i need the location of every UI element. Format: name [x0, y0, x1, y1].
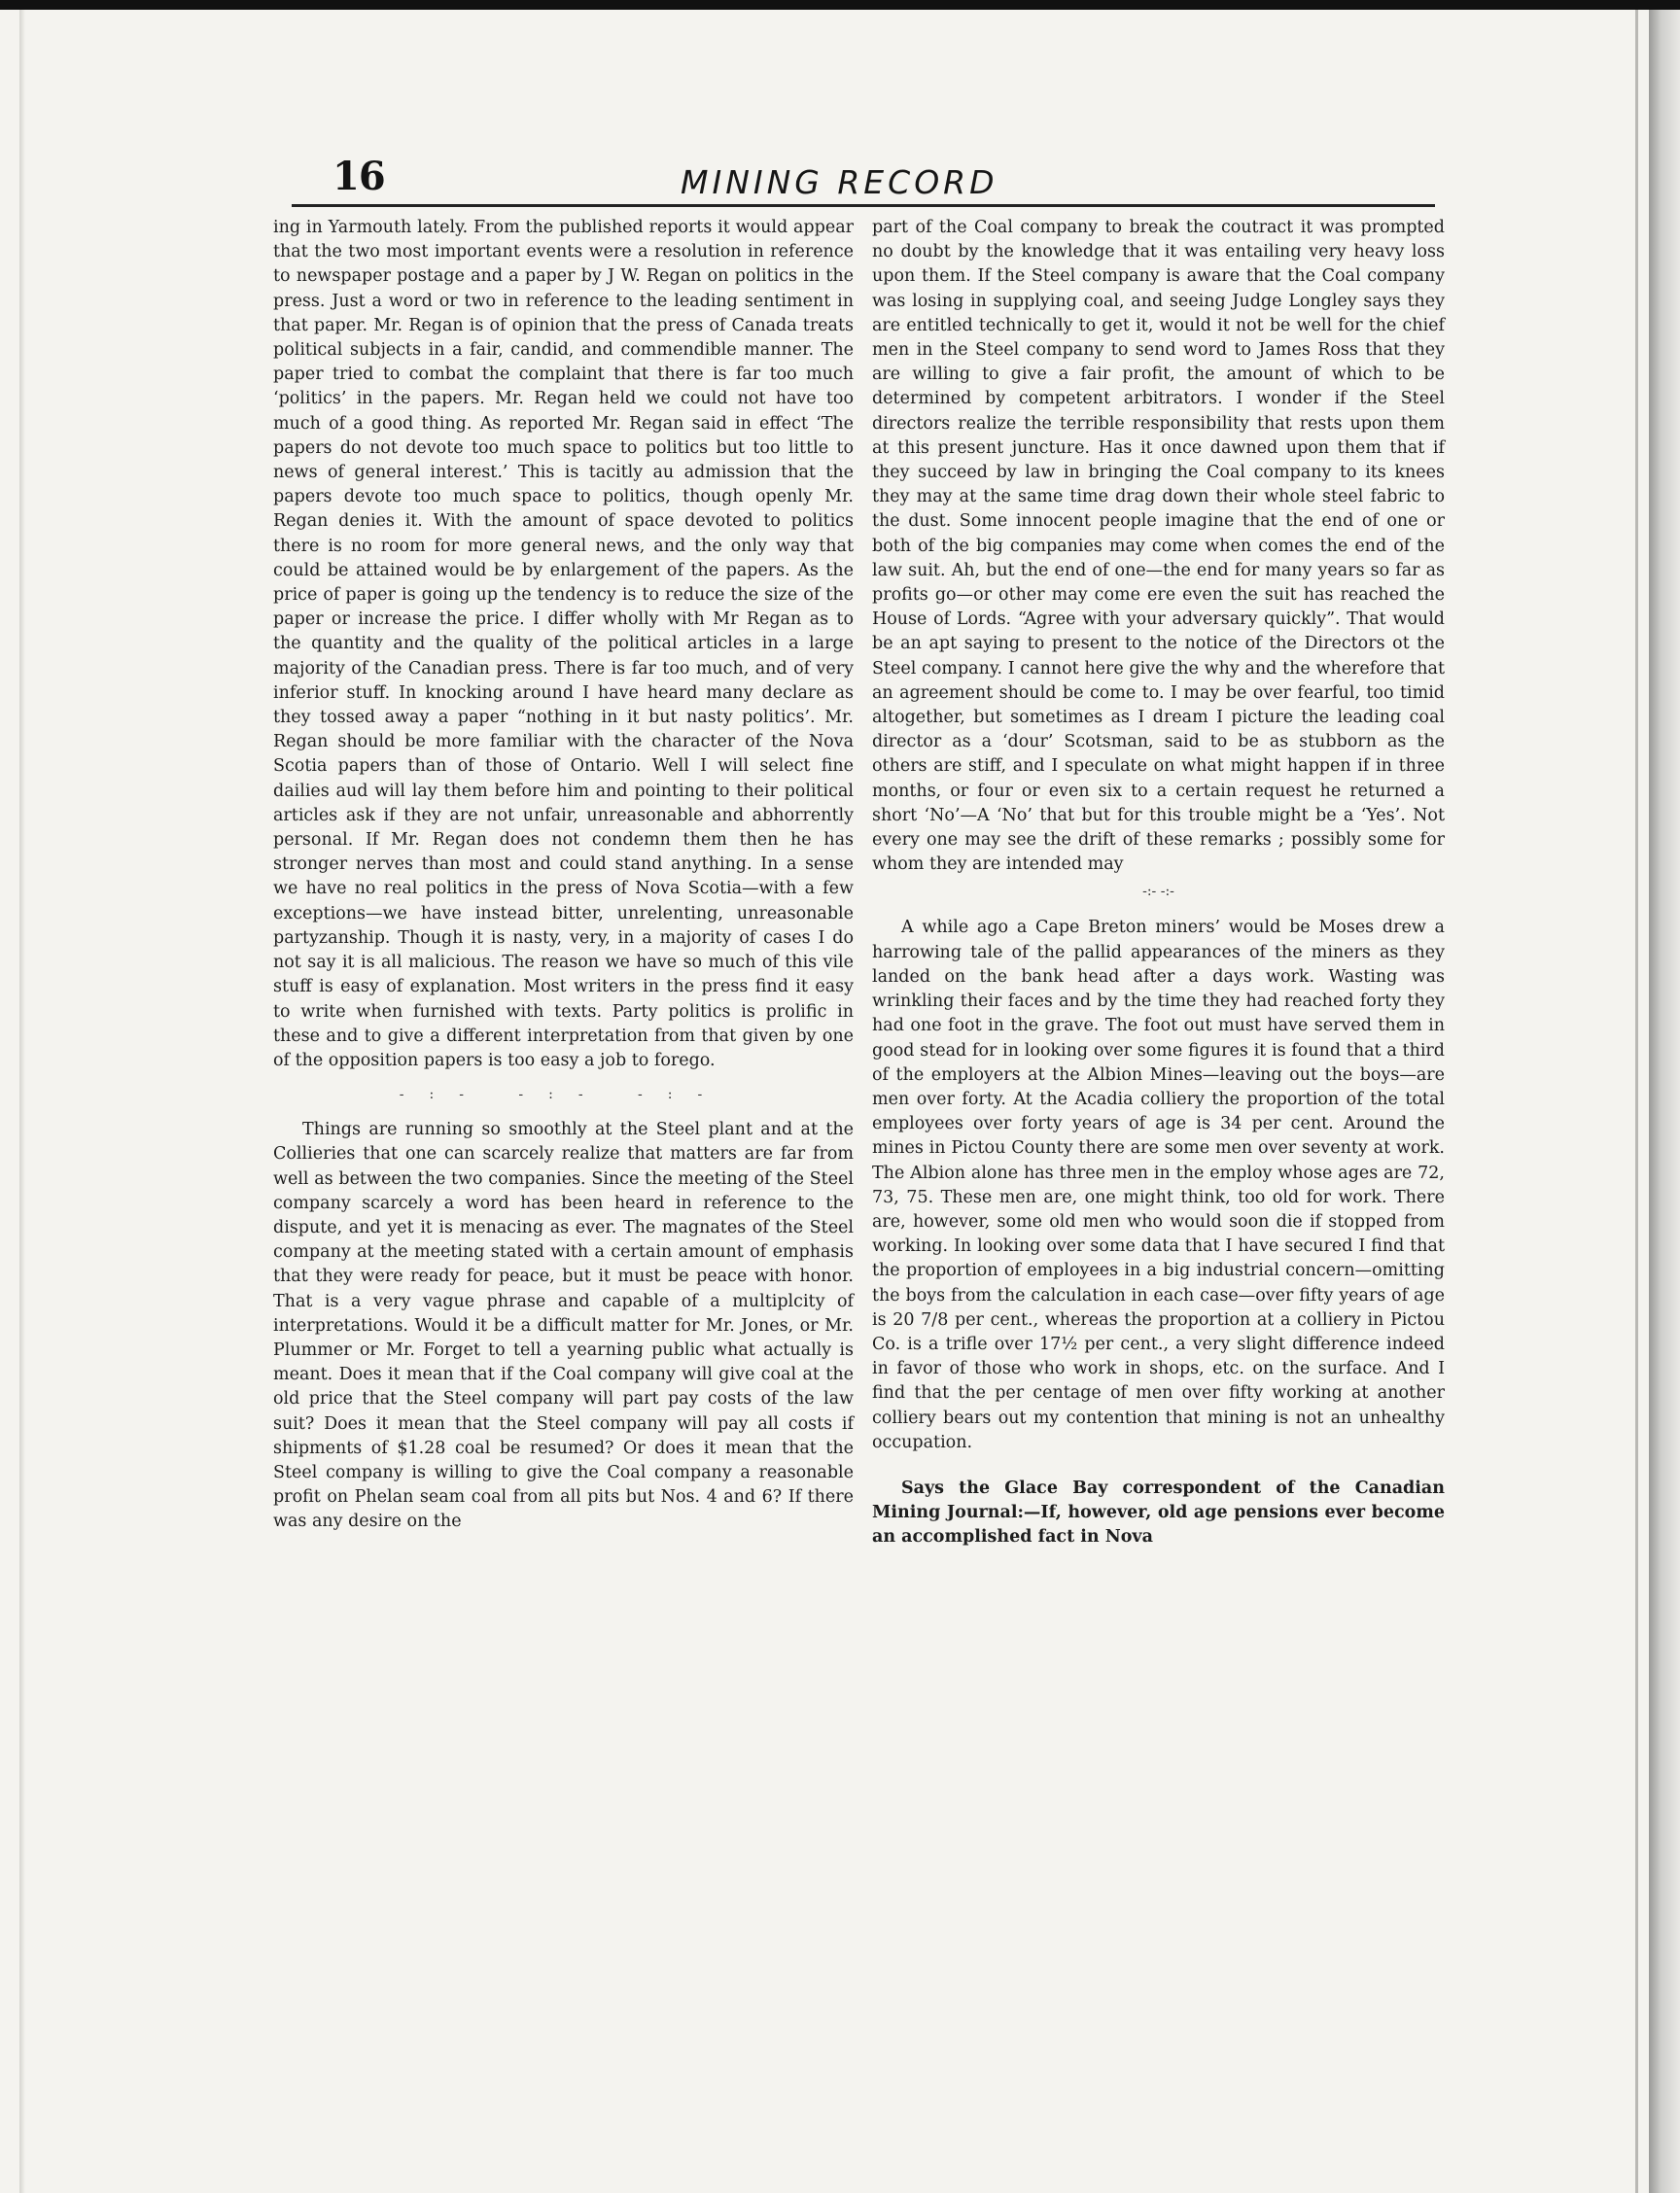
section-separator: -:- -:- -:- — [399, 1087, 728, 1103]
scanner-top-border — [0, 0, 1680, 10]
page-edge-line — [1635, 10, 1638, 2193]
masthead-title: MINING RECORD — [681, 163, 998, 201]
article-paragraph: Things are running so smoothly at the Steel plant and at the Collieries that one can scarcely realize that matters are far from well as between the two companies. Since the meeting of the Steel company scarcely a word has been heard in reference to the dispute, and yet it is menacing as ever. The magnates of the Steel company at the meeting stated with a certain amount of emphasis that they were ready for peace, but it must be peace with honor. That is a very vague phrase and capable of a multiplcity of interpretations. Would it be a difficult matter for Mr. Jones, or Mr. Plummer or Mr. Forget to tell a yearning public what actually is meant. Does it mean that if the Coal company will give coal at the old price that the Steel company will part pay costs of the law suit? Does it mean that the Steel company will pay all costs if shipments of $1.28 coal be resumed? Or does it mean that the Steel company is willing to give the Coal company a reasonable profit on Phelan seam coal from all pits but Nos. 4 and 6? If there was any desire on the — [273, 1120, 854, 1532]
article-paragraph: ing in Yarmouth lately. From the published reports it would appear that the two most important events were a resolution in reference to newspaper postage and a paper by J W. Regan on politics in the press. Just a word or two in reference to the leading sentiment in that paper. Mr. Regan is of opinion that the press of Canada treats political subjects in a fair, candid, and commendible manner. The paper tried to combat the complaint that there is far too much ‘politics’ in the papers. Mr. Regan held we could not have too much of a good thing. As reported Mr. Regan said in effect ‘The papers do not devote too much space to politics but too little to news of general interest.’ This is tacitly au admission that the papers devote too much space to politics, though openly Mr. Regan denies it. With the amount of space devoted to politics there is no room for more general news, and the only way that could be attained would be by enlargement of the papers. As the price of paper is going up the tendency is to reduce the size of the paper or increase the price. I differ wholly with Mr Regan as to the quantity and the quality of the political articles in a large majority of the Canadian press. There is far too much, and of very inferior stuff. In knocking around I have heard many declare as they tossed away a paper “nothing in it but nasty politics’. Mr. Regan should be more familiar with the character of the Nova Scotia papers than of those of Ontario. Well I will select fine dailies aud will lay them before him and pointing to their political articles ask if they are not unfair, unreasonable and abhorrently personal. If Mr. Regan does not condemn them then he has stronger nerves than most and could stand anything. In a sense we have no real politics in the press of Nova Scotia—with a few exceptions—we have instead bitter, unrelenting, unreasonable partyzanship. Though it is nasty, very, in a majority of cases I do not say it is all malicious. The reason we have so much of this vile stuff is easy of explanation. Most writers in the press find it easy to write when furnished with texts. Party politics is prolific in these and to give a different interpretation from that given by one of the opposition papers is too easy a job to forego. — [273, 218, 854, 1070]
section-separator: -:- -:- — [1142, 884, 1174, 900]
article-paragraph-bold: Says the Glace Bay correspondent of the Canadian Mining Journal:—If, however, old age pensions ever become an accomplished fact in Nova — [872, 1478, 1445, 1548]
right-column — [872, 216, 1445, 1550]
left-column — [273, 216, 854, 1535]
header-rule — [292, 204, 1435, 207]
page-number: 16 — [332, 154, 385, 199]
article-paragraph: part of the Coal company to break the coutract it was prompted no doubt by the knowledge that it was entailing very heavy loss upon them. If the Steel company is aware that the Coal company was losing in supplying coal, and seeing Judge Longley says they are entitled technically to get it, would it not be well for the chief men in the Steel company to send word to James Ross that they are willing to give a fair profit, the amount of which to be determined by competent arbitrators. I wonder if the Steel directors realize the terrible responsibility that rests upon them at this present juncture. Has it once dawned upon them that if they succeed by law in bringing the Coal company to its knees they may at the same time drag down their whole steel fabric to the dust. Some innocent people imagine that the end of one or both of the big companies may come when comes the end of the law suit. Ah, but the end of one—the end for many years so far as profits go—or other may come ere even the suit has reached the House of Lords. “Agree with your adversary quickly”. That would be an apt saying to present to the notice of the Directors ot the Steel company. I cannot here give the why and the wherefore that an agreement should be come to. I may be over fearful, too timid altogether, but sometimes as I dream I picture the leading coal director as a ‘dour’ Scotsman, said to be as stubborn as the others are stiff, and I speculate on what might happen if in three months, or four or even six to a certain request he returned a short ‘No’—A ‘No’ that but for this trouble might be a ‘Yes’. Not every one may see the drift of these remarks ; possibly some for whom they are intended may — [872, 218, 1445, 875]
paragraph-gap — [872, 1455, 1445, 1477]
page-right-edge — [1649, 10, 1680, 2193]
article-paragraph: A while ago a Cape Breton miners’ would be Moses drew a harrowing tale of the pallid appearances of the miners as they landed on the bank head after a days work. Wasting was wrinkling their faces and by the time they had reached forty they had one foot in the grave. The foot out must have served them in good stead for in looking over some figures it is found that a third of the employers at the Albion Mines—leaving out the boys—are men over forty. At the Acadia colliery the proportion of the total employees over forty years of age is 34 per cent. Around the mines in Pictou County there are some men over seventy at work. The Albion alone has three men in the employ whose ages are 72, 73, 75. These men are, one might think, too old for work. There are, however, some old men who would soon die if stopped from working. In looking over some data that I have secured I find that the proportion of employees in a big industrial concern—omitting the boys from the calculation in each case—over fifty years of age is 20 7/8 per cent., whereas the proportion at a colliery in Pictou Co. is a trifle over 17½ per cent., a very slight difference indeed in favor of those who work in shops, etc. on the surface. And I find that the per centage of men over fifty working at another colliery bears out my contention that mining is not an unhealthy occupation. — [872, 918, 1445, 1452]
page-binding-shadow — [19, 10, 25, 2193]
